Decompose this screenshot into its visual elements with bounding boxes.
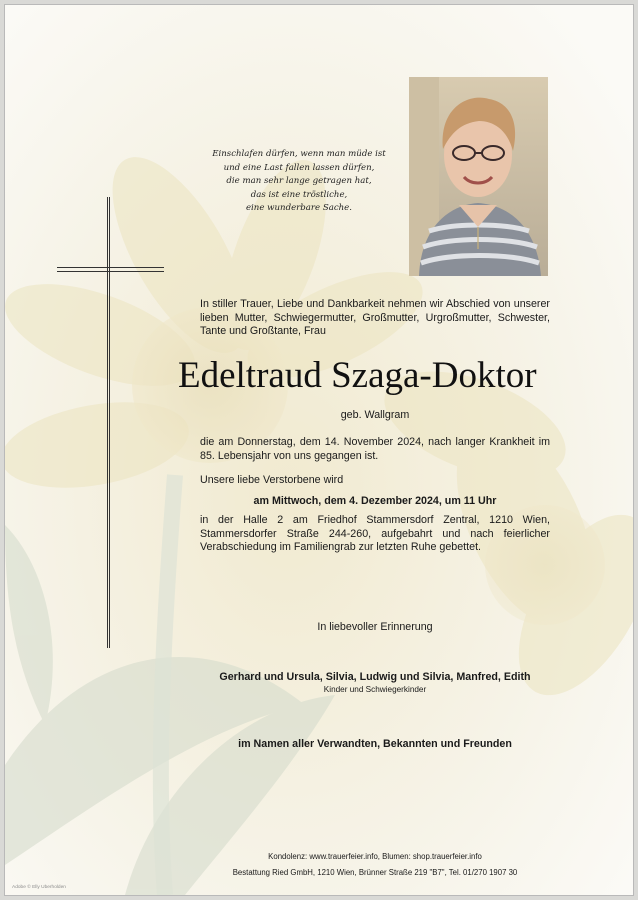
family-relation: Kinder und Schwiegerkinder [323,685,427,694]
poem-line: Einschlafen dürfen, wenn man müde ist [212,149,386,159]
poem-line: die man sehr lange getragen hat, [226,176,372,187]
funeral-date: am Mittwoch, dem 4. Dezember 2024, um 11 Uhr [253,495,497,507]
obituary-card [4,4,634,896]
poem-line: das ist eine tröstliche, [250,189,348,200]
poem-line: und eine Last fallen lassen dürfen, [223,162,375,173]
poem-line: eine wunderbare Sache. [245,203,353,214]
funeral-announcement: Unsere liebe Verstorbene wird [200,474,344,486]
deceased-name: Edeltraud Szaga-Doktor [178,355,537,396]
cross-horizontal-bar [57,267,164,272]
birth-name: geb. Wallgram [340,409,410,421]
photo-credit: Adobe © Elly Uberholden [12,885,66,890]
portrait-photo [409,77,548,276]
death-notice: die am Donnerstag, dem 14. November 2024, nach langer Krankheit im 85. Lebensjahr von uns gegangen ist. [200,436,550,462]
poem [181,148,417,216]
cross-vertical-bar [107,197,110,648]
relatives-line: im Namen aller Verwandten, Bekannten und Freunden [238,738,512,750]
footer-undertaker: Bestattung Ried GmbH, 1210 Wien, Brünner Straße 219 "B7", Tel. 01/270 1907 30 [232,868,518,877]
intro-text: In stiller Trauer, Liebe und Dankbarkeit nehmen wir Abschied von unserer lieben Mutter, Schwiegermutter, Großmutter, Urgroßmutter, Schwester, Tante und Großtante, Frau [200,298,550,338]
footer-condolence: Kondolenz: www.trauerfeier.info, Blumen: shop.trauerfeier.info [268,852,482,861]
funeral-place: in der Halle 2 am Friedhof Stammersdorf Zentral, 1210 Wien, Stammersdorfer Straße 244-260, aufgebahrt und nach feierlicher Verabschiedung im Familiengrab zur letzten Ruhe gebettet. [200,514,550,554]
family-names: Gerhard und Ursula, Silvia, Ludwig und Silvia, Manfred, Edith [219,671,531,683]
memory-line: In liebevoller Erinnerung [317,621,433,633]
